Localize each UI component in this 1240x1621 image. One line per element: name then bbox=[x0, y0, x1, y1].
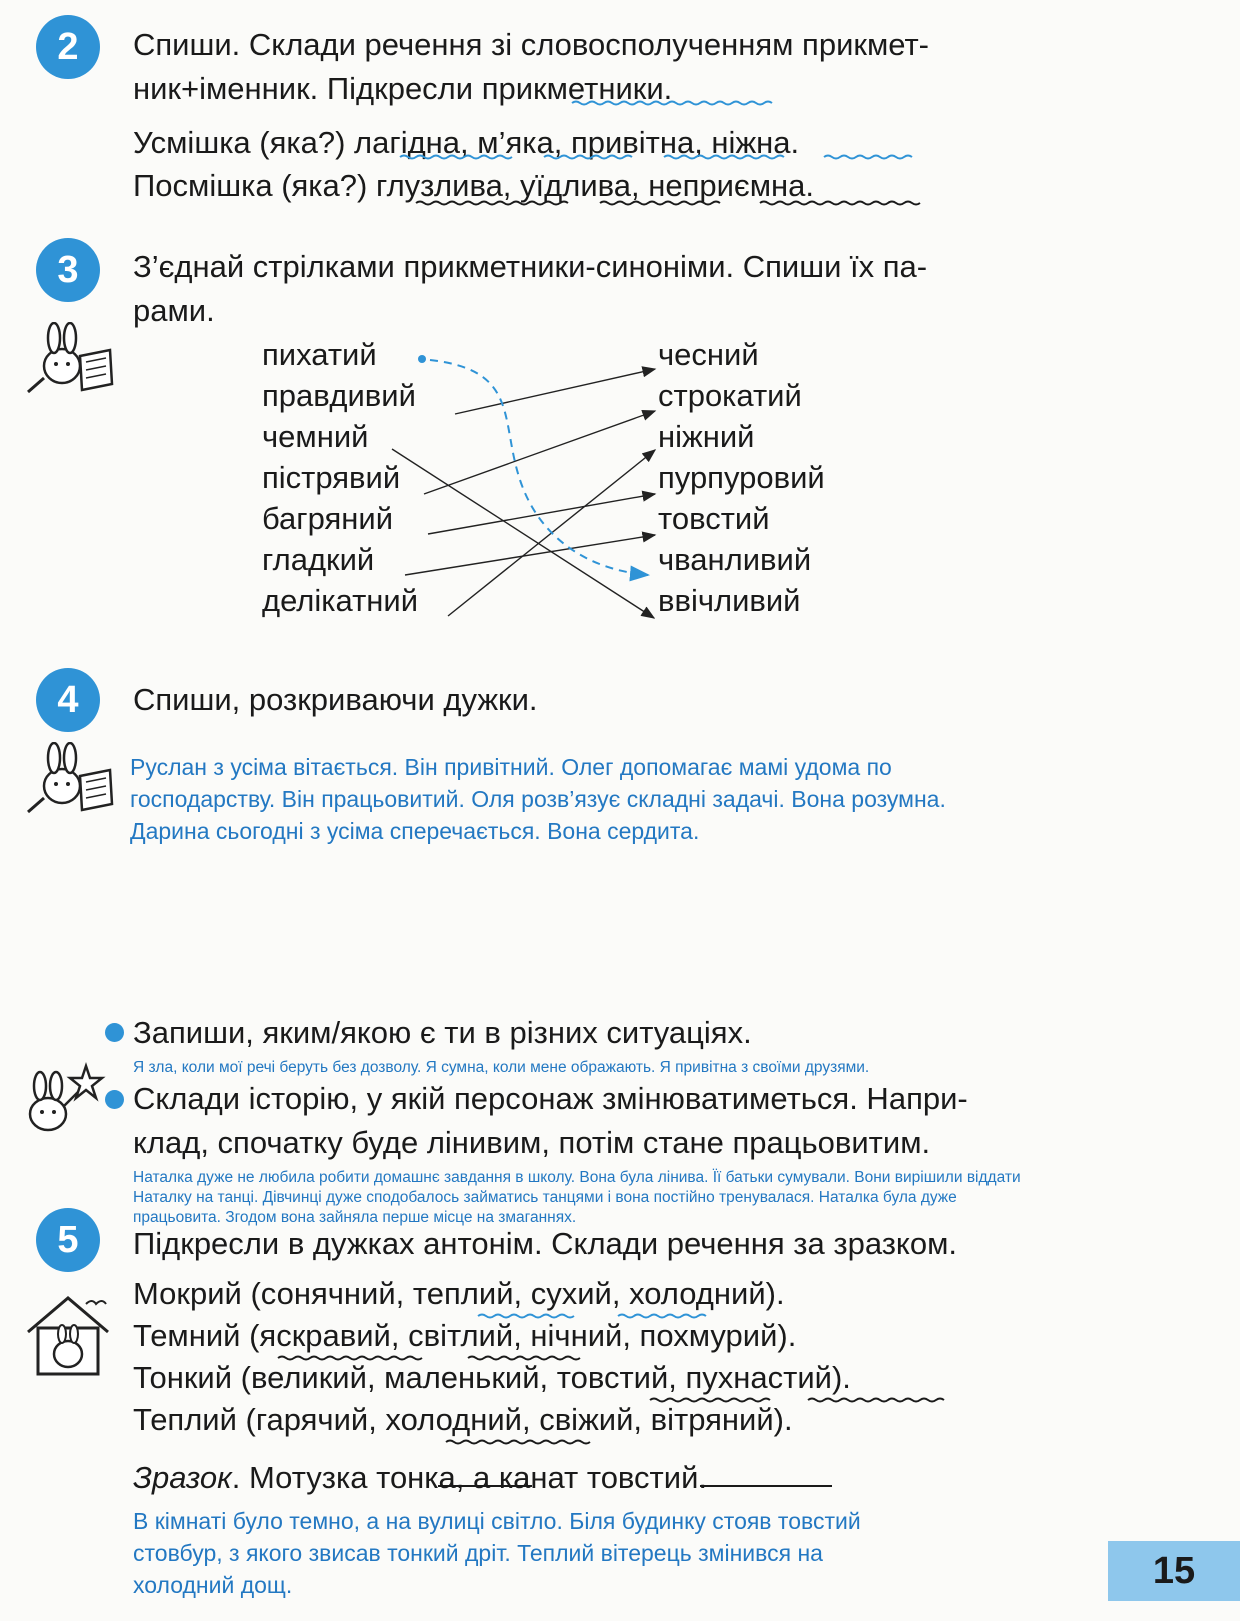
left-word-1: пихатий bbox=[262, 337, 377, 372]
task-5-line-1: Мокрий (сонячний, теплий, сухий, холодний). bbox=[133, 1276, 785, 1311]
task-3-instruction-line2: рами. bbox=[133, 293, 215, 328]
task-2-instruction-line1: Спиши. Склади речення зі словосполученням прикмет- bbox=[133, 27, 930, 62]
arrow-pravdyvyi-chesnyi bbox=[455, 369, 655, 414]
right-word-5: товстий bbox=[658, 501, 770, 536]
task-3-instruction-line1: З’єднай стрілками прикметники-синоніми. Спиши їх па- bbox=[133, 249, 928, 284]
task-5-line-2: Темний (яскравий, світлий, нічний, похмурий). bbox=[133, 1318, 797, 1353]
reading-bunny-icon bbox=[22, 742, 118, 822]
task-number-4: 4 bbox=[36, 668, 100, 732]
task-2-instruction-line2: ник+іменник. Підкресли прикметники. bbox=[133, 71, 673, 106]
task-number-3: 3 bbox=[36, 238, 100, 302]
left-word-2: правдивий bbox=[262, 378, 416, 413]
left-word-7: делікатний bbox=[262, 583, 419, 618]
task-5-answer-line1: В кімнаті було темно, а на вулиці світло. Біля будинку стояв товстий bbox=[133, 1508, 861, 1534]
left-word-4: пістрявий bbox=[262, 460, 401, 495]
task-5-line-4: Теплий (гарячий, холодний, свіжий, вітряний). bbox=[133, 1402, 793, 1437]
arrow-hladkyi-tovstyi bbox=[405, 535, 655, 575]
right-word-1: чесний bbox=[658, 337, 759, 372]
right-word-4: пурпуровий bbox=[658, 460, 825, 495]
right-word-3: ніжний bbox=[658, 419, 755, 454]
page-number: 15 bbox=[1108, 1541, 1240, 1601]
right-word-2: строкатий bbox=[658, 378, 802, 413]
task-4-instruction: Спиши, розкриваючи дужки. bbox=[133, 682, 538, 717]
bullet-1-answer: Я зла, коли мої речі беруть без дозволу. Я сумна, коли мене ображають. Я привітна з своїми друзями. bbox=[133, 1059, 870, 1076]
task-number-5: 5 bbox=[36, 1208, 100, 1272]
task-5-line-3: Тонкий (великий, маленький, товстий, пухнастий). bbox=[133, 1360, 851, 1395]
example-text: . Мотузка тонка, а канат товстий. bbox=[231, 1460, 707, 1495]
arrow-bahryanyi-purpurovyi bbox=[428, 494, 655, 534]
bullet-2-instruction-line1: Склади історію, у якій персонаж змінюватиметься. Напри- bbox=[133, 1081, 968, 1116]
bullet-2-answer-line1: Наталка дуже не любила робити домашнє завдання в школу. Вона була лінива. Її батьки сумували. Вони вирішили віддати bbox=[133, 1169, 1021, 1186]
bullet-dot bbox=[105, 1090, 124, 1109]
bullet-2-answer-line2: Наталку на танці. Дівчинці дуже сподобалось займатись танцями і вона постійно тренувалася. Наталка була дуже bbox=[133, 1189, 957, 1206]
task-5-answer-line2: стовбур, з якого звисав тонкий дріт. Теплий вітерець змінився на bbox=[133, 1540, 823, 1566]
arrow-start-dot bbox=[418, 355, 426, 363]
task-4-answer-line1: Руслан з усіма вітається. Він привітний. Олег допомагає мамі удома по bbox=[130, 754, 892, 780]
arrow-pistryavyi-strokatyi bbox=[424, 411, 655, 494]
left-word-6: гладкий bbox=[262, 542, 375, 577]
star-bunny-icon bbox=[8, 1060, 108, 1148]
task-2-exercise-line2: Посмішка (яка?) глузлива, уїдлива, неприємна. bbox=[133, 168, 815, 203]
task-5-underlines bbox=[0, 1280, 1000, 1510]
left-word-5: багряний bbox=[262, 501, 394, 536]
bullet-1-instruction: Запиши, яким/якою є ти в різних ситуаціях. bbox=[133, 1015, 752, 1050]
task-5-answer-line3: холодний дощ. bbox=[133, 1572, 293, 1598]
example-label: Зразок bbox=[133, 1460, 232, 1495]
task-4-answer-line2: господарству. Він працьовитий. Оля розв’язує складні задачі. Вона розумна. bbox=[130, 786, 946, 812]
bullet-2-instruction-line2: клад, спочатку буде лінивим, потім стане працьовитим. bbox=[133, 1125, 931, 1160]
matching-arrows bbox=[0, 0, 1240, 680]
bullet-2-answer-line3: працьовита. Згодом вона зайняла перше місце на змаганнях. bbox=[133, 1209, 577, 1226]
task-number-2: 2 bbox=[36, 15, 100, 79]
left-word-3: чемний bbox=[262, 419, 369, 454]
bullet-dot bbox=[105, 1023, 124, 1042]
task-2-exercise-line1: Усмішка (яка?) лагідна, м’яка, привітна, ніжна. bbox=[133, 125, 800, 160]
task-5-instruction: Підкресли в дужках антонім. Склади речення за зразком. bbox=[133, 1226, 957, 1261]
right-word-6: чванливий bbox=[658, 542, 812, 577]
right-word-7: ввічливий bbox=[658, 583, 801, 618]
task-4-answer-line3: Дарина сьогодні з усіма сперечається. Вона сердита. bbox=[130, 818, 700, 844]
